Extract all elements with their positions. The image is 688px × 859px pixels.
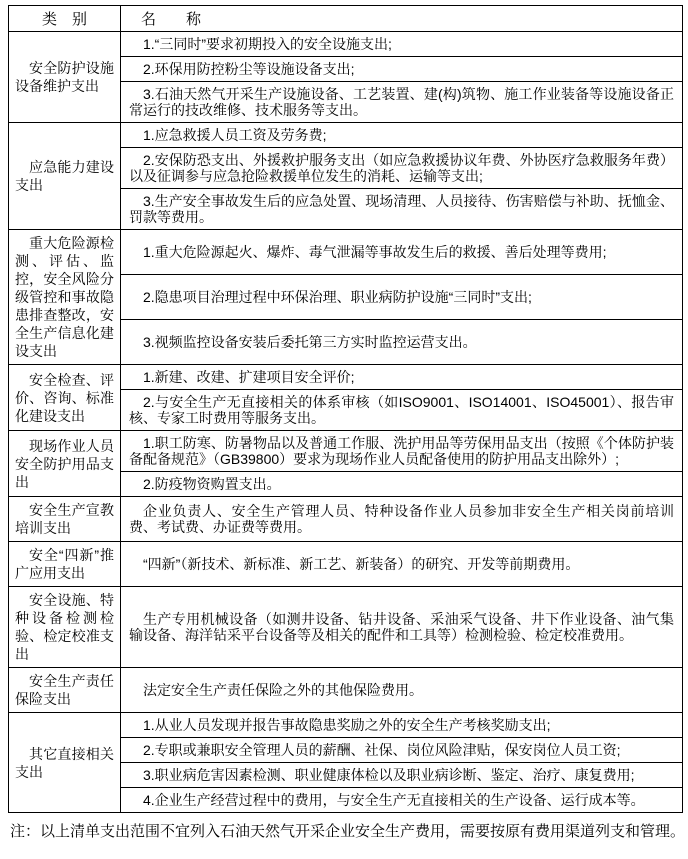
table-row <box>9 713 683 738</box>
item-cell: 1.新建、改建、扩建项目安全评价; <box>121 365 683 390</box>
item-cell: 企业负责人、安全生产管理人员、特种设备作业人员参加非安全生产相关岗前培训费、考试费、办证费等费用。 <box>121 497 683 542</box>
item-cell: 1.从业人员发现并报告事故隐患奖励之外的安全生产考核奖励支出; <box>121 713 683 738</box>
column-header-category: 类 别 <box>9 6 121 32</box>
table-body <box>9 32 683 813</box>
item-cell: 3.视频监控设备安装后委托第三方实时监控运营支出。 <box>121 320 683 365</box>
category-cell: 重大危险源检测、评估、监控，安全风险分级管控和事故隐患排查整改，安全生产信息化建设支出 <box>9 230 121 365</box>
table-row <box>9 365 683 390</box>
item-cell: 2.防疫物资购置支出。 <box>121 472 683 497</box>
item-cell: 4.企业生产经营过程中的费用，与安全生产无直接相关的生产设备、运行成本等。 <box>121 788 683 813</box>
item-cell: 生产专用机械设备（如测井设备、钻井设备、采油采气设备、井下作业设备、油气集输设备、海洋钻采平台设备等及相关的配件和工具等）检测检验、检定校准费用。 <box>121 587 683 668</box>
item-cell: 3.生产安全事故发生后的应急处置、现场清理、人员接待、伤害赔偿与补助、抚恤金、罚款等费用。 <box>121 189 683 230</box>
category-cell: 其它直接相关支出 <box>9 713 121 813</box>
category-cell: 安全生产责任保险支出 <box>9 668 121 713</box>
table-row <box>9 497 683 542</box>
table-row <box>9 123 683 148</box>
category-cell: 安全生产宣教培训支出 <box>9 497 121 542</box>
table-row <box>9 230 683 275</box>
table-row <box>9 668 683 713</box>
item-cell: 2.与安全生产无直接相关的体系审核（如ISO9001、ISO14001、ISO45001）、报告审核、专家工时费用等服务支出。 <box>121 390 683 431</box>
item-cell: 2.隐患项目治理过程中环保治理、职业病防护设施“三同时”支出; <box>121 275 683 320</box>
category-cell: 安全“四新”推广应用支出 <box>9 542 121 587</box>
category-cell: 安全防护设施设备维护支出 <box>9 32 121 123</box>
item-cell: 2.专职或兼职安全管理人员的薪酬、社保、岗位风险津贴，保安岗位人员工资; <box>121 738 683 763</box>
column-header-name: 名 称 <box>121 6 683 32</box>
item-cell: 3.职业病危害因素检测、职业健康体检以及职业病诊断、鉴定、治疗、康复费用; <box>121 763 683 788</box>
item-cell: 2.环保用防控粉尘等设施设备支出; <box>121 57 683 82</box>
item-cell: 1.职工防寒、防暑物品以及普通工作服、洗护用品等劳保用品支出（按照《个体防护装备配备规范》（GB39800）要求为现场作业人员配备使用的防护用品支出除外）; <box>121 431 683 472</box>
table-row <box>9 32 683 57</box>
item-cell: 3.石油天然气开采生产设施设备、工艺装置、建(构)筑物、施工作业装备等设施设备正常运行的技改维修、技术服务等支出。 <box>121 82 683 123</box>
category-cell: 安全检查、评价、咨询、标准化建设支出 <box>9 365 121 431</box>
category-cell: 应急能力建设支出 <box>9 123 121 230</box>
item-cell: “四新”（新技术、新标准、新工艺、新装备）的研究、开发等前期费用。 <box>121 542 683 587</box>
category-cell: 现场作业人员安全防护用品支出 <box>9 431 121 497</box>
expense-table <box>8 5 683 813</box>
table-row <box>9 587 683 668</box>
header-row <box>9 6 683 32</box>
item-cell: 1.重大危险源起火、爆炸、毒气泄漏等事故发生后的救援、善后处理等费用; <box>121 230 683 275</box>
item-cell: 1.“三同时”要求初期投入的安全设施支出; <box>121 32 683 57</box>
category-cell: 安全设施、特种设备检测检验、检定校准支出 <box>9 587 121 668</box>
item-cell: 法定安全生产责任保险之外的其他保险费用。 <box>121 668 683 713</box>
item-cell: 1.应急救援人员工资及劳务费; <box>121 123 683 148</box>
item-cell: 2.安保防恐支出、外援救护服务支出（如应急救援协议年费、外协医疗急救服务年费）以及征调参与应急抢险救援单位发生的消耗、运输等支出; <box>121 148 683 189</box>
table-row <box>9 431 683 472</box>
table-row <box>9 542 683 587</box>
footnote: 注：以上清单支出范围不宜列入石油天然气开采企业安全生产费用，需要按原有费用渠道列支和管理。 <box>10 823 686 840</box>
